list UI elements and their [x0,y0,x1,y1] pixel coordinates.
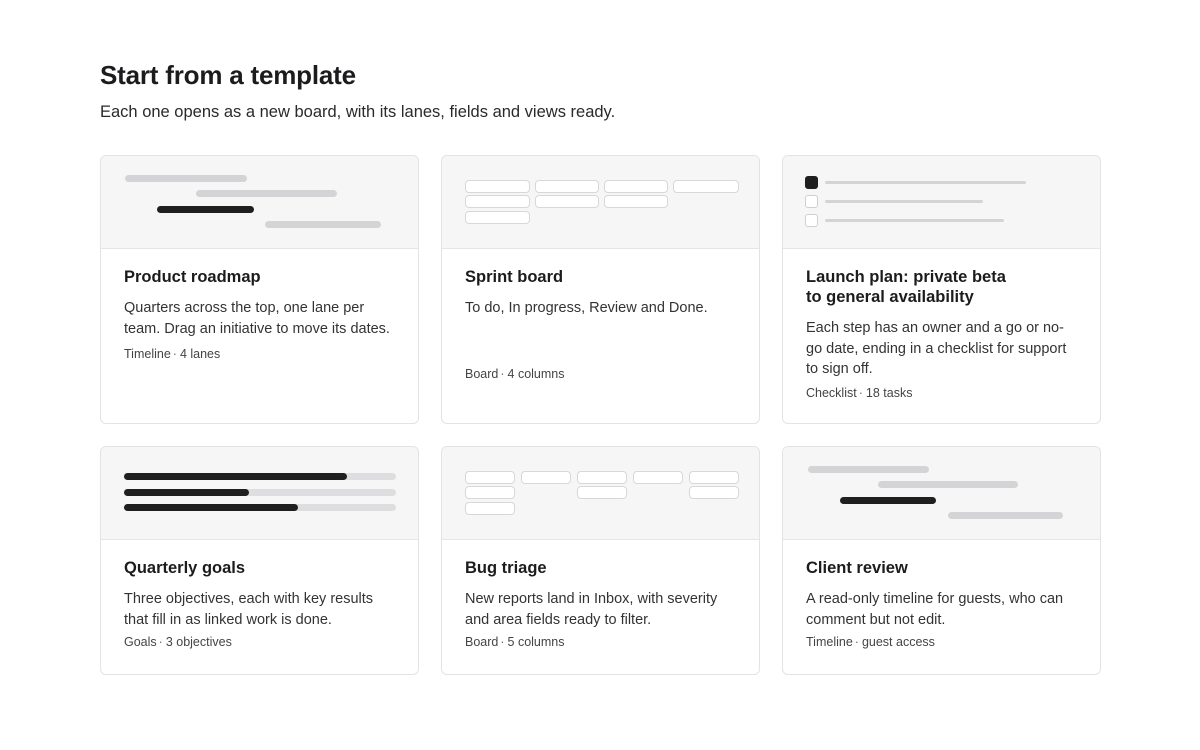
template-description: To do, In progress, Review and Done. [465,300,708,316]
page-subtitle: Each one opens as a new board, with its lanes, fields and views ready. [100,103,616,121]
template-name: Launch plan: private beta to general availability [806,268,1006,306]
roadmap-preview-icon [101,156,418,249]
meta-separator: · [158,635,163,649]
goal-progress-fill [124,473,347,480]
template-kind: Board [465,366,499,381]
template-name: Product roadmap [124,268,261,286]
template-description: A read-only timeline for guests, who can comment but not edit. [806,591,1064,628]
template-meta [124,347,396,361]
template-description: Each step has an owner and a go or no-go date, ending in a checklist for support to sign off. [806,320,1067,377]
template-grid [100,155,1101,675]
goals-preview-icon [101,447,418,540]
meta-separator: · [854,635,859,649]
template-name: Sprint board [465,268,564,286]
template-description: Three objectives, each with key results that fill in as linked work is done. [124,591,374,628]
checklist-preview-icon [783,156,1100,249]
meta-separator: · [858,385,863,400]
board-preview-icon [442,156,759,249]
template-meta [465,635,737,649]
template-description: Quarters across the top, one lane per team. Drag an initiative to move its dates. [124,300,390,337]
roadmap-preview-icon [783,447,1100,540]
template-meta [806,386,1078,400]
template-card-launch-plan[interactable] [782,155,1101,424]
template-name: Quarterly goals [124,559,246,577]
template-meta [124,635,396,649]
template-kind: Timeline [124,347,171,361]
template-detail: 3 objectives [165,635,232,649]
template-kind: Goals [124,635,157,649]
template-detail: guest access [861,635,935,649]
page-title: Start from a template [100,60,356,90]
template-name: Bug triage [465,559,547,577]
template-card-bug-triage[interactable] [441,446,760,675]
template-name: Client review [806,559,908,577]
template-meta [465,367,737,381]
meta-separator: · [172,347,177,361]
template-card-sprint-board[interactable] [441,155,760,424]
meta-separator: · [500,635,505,649]
template-detail: 18 tasks [865,385,913,400]
template-detail: 5 columns [507,635,565,649]
goal-progress-fill [124,504,298,511]
template-card-quarterly-goals[interactable] [100,446,419,675]
goal-progress-fill [124,489,249,496]
template-kind: Checklist [806,385,857,400]
template-description: New reports land in Inbox, with severity and area fields ready to filter. [465,591,718,628]
template-card-product-roadmap[interactable] [100,155,419,424]
template-detail: 4 lanes [179,347,221,361]
template-detail: 4 columns [507,366,565,381]
template-card-client-review[interactable] [782,446,1101,675]
meta-separator: · [500,366,505,381]
template-kind: Board [465,635,499,649]
template-meta [806,635,1078,649]
template-kind: Timeline [806,635,853,649]
board-preview-icon [442,447,759,540]
